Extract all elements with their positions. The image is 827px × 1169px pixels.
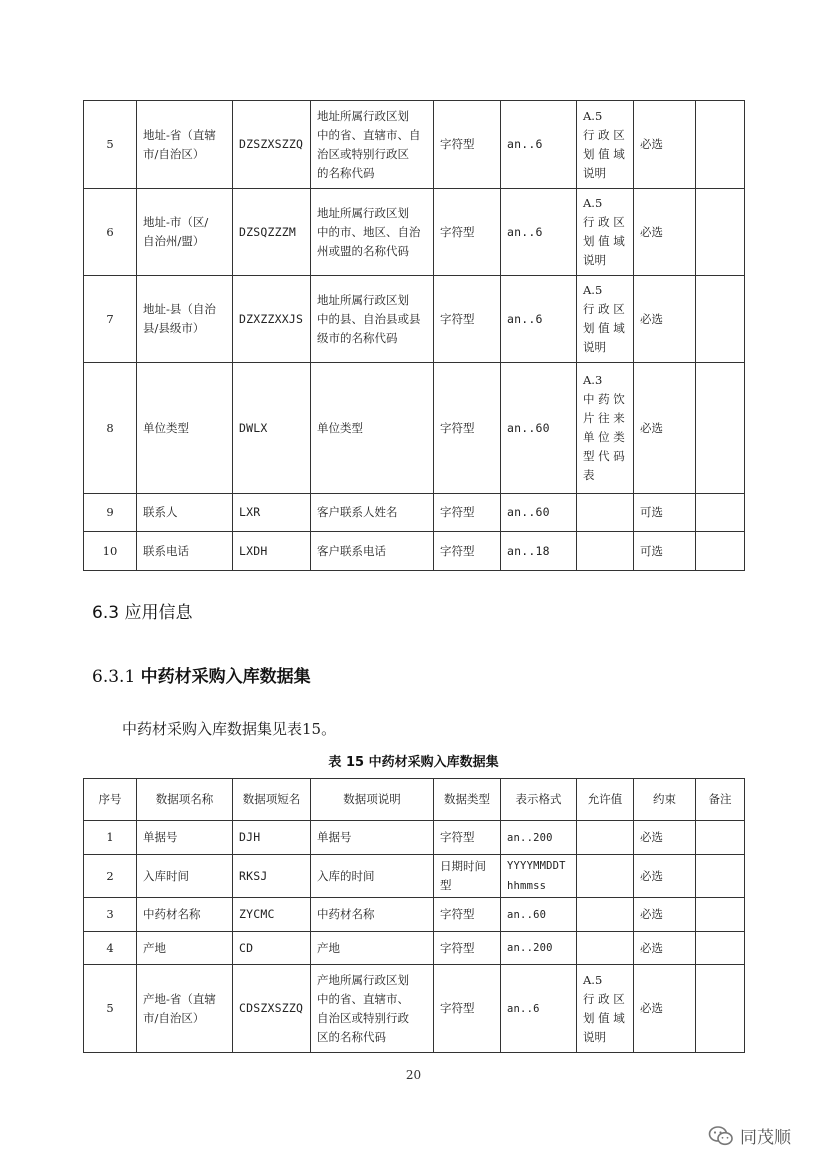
- cell-allowed-line: 行 政 区: [583, 215, 625, 229]
- cell-type: 字符型: [434, 494, 501, 532]
- cell-no: 5: [84, 965, 137, 1053]
- table-row: [84, 965, 745, 1053]
- cell-type: [434, 965, 501, 1053]
- cell-desc-line: 的名称代码: [317, 165, 375, 180]
- cell-name: [137, 494, 233, 532]
- table-continued-body: [84, 101, 745, 571]
- cell-constraint: 可选: [634, 532, 696, 571]
- cell-name-line: 县/县级市）: [143, 321, 205, 335]
- cell-desc: [311, 189, 434, 276]
- cell-short: DZSZXSZZQ: [233, 101, 311, 189]
- cell-format-line: an..6: [507, 1002, 540, 1015]
- cell-name: [137, 363, 233, 494]
- cell-constraint: 必选: [634, 101, 696, 189]
- cell-desc-line: 治区或特别行政区: [317, 146, 409, 161]
- header-cell: 数据项短名: [233, 779, 311, 821]
- cell-desc-line: 地址所属行政区划: [317, 292, 409, 307]
- cell-allowed-line: 中 药 饮: [583, 392, 625, 406]
- cell-desc-line: 中的市、地区、自治: [317, 224, 421, 239]
- header-cell: 数据项说明: [311, 779, 434, 821]
- watermark: [708, 1123, 791, 1148]
- cell-format: an..60: [501, 494, 577, 532]
- cell-format: [501, 965, 577, 1053]
- cell-no: 7: [84, 276, 137, 363]
- cell-type: [434, 932, 501, 965]
- cell-format: an..6: [501, 101, 577, 189]
- cell-constraint: 必选: [634, 898, 696, 932]
- cell-type-line: 日期时间: [440, 859, 486, 873]
- cell-allowed-line: A.5: [583, 972, 603, 987]
- cell-type: [434, 898, 501, 932]
- table-15: [83, 778, 745, 1053]
- header-cell: 数据类型: [434, 779, 501, 821]
- cell-no: 4: [84, 932, 137, 965]
- cell-allowed-line: 划 值 域: [583, 234, 625, 248]
- cell-allowed-line: 说明: [583, 253, 606, 267]
- cell-desc-line: 区的名称代码: [317, 1029, 386, 1044]
- cell-no: 10: [84, 532, 137, 571]
- cell-type-line: 字符型: [440, 907, 475, 921]
- table-row: [84, 363, 745, 494]
- cell-constraint: 必选: [634, 276, 696, 363]
- cell-constraint: 必选: [634, 855, 696, 898]
- cell-name-line: 地址-县（自治: [143, 302, 216, 316]
- cell-name-line: 市/自治区）: [143, 146, 205, 161]
- cell-constraint: 必选: [634, 363, 696, 494]
- cell-desc: [311, 101, 434, 189]
- cell-allowed: [577, 898, 634, 932]
- table-15-body: [84, 821, 745, 1053]
- cell-no: 8: [84, 363, 137, 494]
- cell-type: 字符型: [434, 532, 501, 571]
- cell-desc: [311, 965, 434, 1053]
- cell-short: CD: [233, 932, 311, 965]
- cell-format: an..6: [501, 276, 577, 363]
- cell-allowed-line: 行 政 区: [583, 991, 625, 1006]
- cell-note: [696, 276, 745, 363]
- cell-note: [696, 855, 745, 898]
- cell-short: DZSQZZZM: [233, 189, 311, 276]
- cell-name: [137, 855, 233, 898]
- cell-no: 3: [84, 898, 137, 932]
- cell-name: [137, 189, 233, 276]
- table-continued: [83, 100, 745, 571]
- header-cell: 表示格式: [501, 779, 577, 821]
- cell-desc: [311, 898, 434, 932]
- cell-short: DWLX: [233, 363, 311, 494]
- cell-format: [501, 898, 577, 932]
- cell-no: 2: [84, 855, 137, 898]
- cell-desc-line: 产地: [317, 940, 340, 955]
- cell-short: LXR: [233, 494, 311, 532]
- cell-constraint: 必选: [634, 189, 696, 276]
- table-row: [84, 494, 745, 532]
- cell-note: [696, 494, 745, 532]
- cell-allowed: [577, 532, 634, 571]
- cell-allowed-line: 表: [583, 468, 595, 482]
- cell-desc: [311, 821, 434, 855]
- cell-format: [501, 932, 577, 965]
- wechat-icon: [708, 1125, 734, 1147]
- cell-allowed-line: 说明: [583, 1029, 606, 1044]
- header-cell: 备注: [696, 779, 745, 821]
- cell-name: [137, 276, 233, 363]
- header-cell: 数据项名称: [137, 779, 233, 821]
- cell-desc-line: 州或盟的名称代码: [317, 243, 409, 258]
- cell-short: RKSJ: [233, 855, 311, 898]
- table-row: [84, 855, 745, 898]
- cell-name-line: 地址-省（直辖: [143, 127, 216, 142]
- cell-type: 字符型: [434, 101, 501, 189]
- cell-allowed-line: 划 值 域: [583, 146, 625, 161]
- cell-desc-line: 自治区或特别行政: [317, 1010, 409, 1025]
- cell-allowed-line: 说明: [583, 165, 606, 180]
- section-heading: 6.3 应用信息: [92, 603, 193, 623]
- cell-note: [696, 532, 745, 571]
- cell-name-line: 地址-市（区/: [143, 215, 209, 229]
- cell-name-line: 入库时间: [143, 868, 189, 883]
- cell-type-line: 字符型: [440, 1001, 475, 1015]
- cell-allowed: [577, 821, 634, 855]
- cell-allowed: [577, 855, 634, 898]
- cell-allowed-line: 行 政 区: [583, 302, 625, 316]
- cell-allowed: [577, 363, 634, 494]
- cell-constraint: 必选: [634, 932, 696, 965]
- table-row: [84, 276, 745, 363]
- cell-desc-line: 中的县、自治县或县: [317, 311, 421, 326]
- cell-name-line: 产地: [143, 940, 166, 955]
- cell-name-line: 中药材名称: [143, 907, 201, 921]
- subsection-title: 中药材采购入库数据集: [140, 667, 311, 687]
- cell-allowed: [577, 189, 634, 276]
- cell-format-line: an..200: [507, 831, 553, 844]
- table-row: [84, 898, 745, 932]
- cell-name-line: 自治州/盟）: [143, 234, 205, 248]
- cell-desc: [311, 532, 434, 571]
- cell-desc: [311, 494, 434, 532]
- cell-name: [137, 898, 233, 932]
- cell-type: [434, 821, 501, 855]
- cell-desc: [311, 932, 434, 965]
- table-row: [84, 532, 745, 571]
- cell-allowed-line: A.3: [583, 373, 603, 387]
- cell-format: [501, 821, 577, 855]
- cell-allowed: [577, 101, 634, 189]
- cell-note: [696, 363, 745, 494]
- cell-desc-line: 中的省、直辖市、: [317, 991, 409, 1006]
- cell-note: [696, 821, 745, 855]
- cell-allowed-line: 划 值 域: [583, 1010, 625, 1025]
- cell-short: LXDH: [233, 532, 311, 571]
- cell-format: an..18: [501, 532, 577, 571]
- cell-allowed-line: 型 代 码: [583, 449, 625, 463]
- cell-constraint: 必选: [634, 821, 696, 855]
- cell-allowed-line: A.5: [583, 283, 603, 297]
- cell-allowed-line: A.5: [583, 108, 603, 123]
- cell-no: 9: [84, 494, 137, 532]
- cell-allowed-line: 划 值 域: [583, 321, 625, 335]
- cell-allowed: [577, 965, 634, 1053]
- cell-desc-line: 客户联系人姓名: [317, 505, 398, 519]
- table-row: [84, 101, 745, 189]
- cell-name-line: 联系人: [143, 505, 178, 519]
- cell-name-line: 单位类型: [143, 420, 189, 435]
- table-caption: 表 15 中药材采购入库数据集: [328, 755, 499, 770]
- cell-format-line: an..60: [507, 908, 547, 921]
- cell-note: [696, 898, 745, 932]
- table-row: [84, 932, 745, 965]
- cell-format-line: an..200: [507, 942, 553, 954]
- cell-short: DZXZZXXJS: [233, 276, 311, 363]
- header-cell: 允许值: [577, 779, 634, 821]
- cell-short: ZYCMC: [233, 898, 311, 932]
- cell-short: DJH: [233, 821, 311, 855]
- watermark-text: 同茂顺: [740, 1128, 791, 1148]
- cell-allowed-line: 片 往 来: [583, 411, 625, 425]
- cell-allowed-line: A.5: [583, 196, 603, 210]
- cell-desc: [311, 276, 434, 363]
- cell-name-line: 单据号: [143, 830, 178, 844]
- cell-desc-line: 地址所属行政区划: [317, 108, 409, 123]
- cell-desc-line: 地址所属行政区划: [317, 205, 409, 220]
- cell-allowed: [577, 276, 634, 363]
- body-paragraph: 中药材采购入库数据集见表15。: [122, 720, 337, 738]
- cell-note: [696, 101, 745, 189]
- cell-format-line: YYYYMMDDT: [507, 860, 566, 872]
- cell-name: [137, 532, 233, 571]
- cell-type: 字符型: [434, 363, 501, 494]
- subsection-heading: [92, 662, 311, 687]
- cell-desc-line: 级市的名称代码: [317, 330, 398, 345]
- cell-constraint: 必选: [634, 965, 696, 1053]
- cell-desc-line: 中药材名称: [317, 907, 375, 921]
- cell-no: 5: [84, 101, 137, 189]
- cell-name-line: 市/自治区）: [143, 1010, 205, 1025]
- cell-desc: [311, 855, 434, 898]
- cell-note: [696, 965, 745, 1053]
- cell-allowed: [577, 932, 634, 965]
- cell-name: [137, 965, 233, 1053]
- table-header-row: [84, 779, 745, 821]
- cell-constraint: 可选: [634, 494, 696, 532]
- cell-name: [137, 821, 233, 855]
- cell-name: [137, 101, 233, 189]
- cell-type: 字符型: [434, 276, 501, 363]
- cell-name: [137, 932, 233, 965]
- cell-allowed-line: 说明: [583, 340, 606, 354]
- cell-format: an..6: [501, 189, 577, 276]
- cell-type-line: 型: [440, 878, 452, 892]
- subsection-number: 6.3.1: [92, 667, 136, 687]
- cell-no: 6: [84, 189, 137, 276]
- cell-desc: [311, 363, 434, 494]
- cell-allowed-line: 单 位 类: [583, 430, 625, 444]
- cell-format: [501, 855, 577, 898]
- cell-note: [696, 932, 745, 965]
- cell-allowed: [577, 494, 634, 532]
- header-cell: 序号: [84, 779, 137, 821]
- cell-desc-line: 入库的时间: [317, 868, 375, 883]
- cell-desc-line: 中的省、直辖市、自: [317, 127, 421, 142]
- cell-note: [696, 189, 745, 276]
- cell-desc-line: 单位类型: [317, 420, 363, 435]
- cell-type: 字符型: [434, 189, 501, 276]
- cell-type-line: 字符型: [440, 940, 475, 955]
- cell-format-line: hhmmss: [507, 880, 547, 892]
- table-row: [84, 189, 745, 276]
- cell-type: [434, 855, 501, 898]
- cell-desc-line: 产地所属行政区划: [317, 972, 409, 987]
- cell-desc-line: 客户联系电话: [317, 543, 386, 558]
- cell-format: an..60: [501, 363, 577, 494]
- cell-no: 1: [84, 821, 137, 855]
- table-row: [84, 821, 745, 855]
- cell-name-line: 联系电话: [143, 543, 189, 558]
- cell-type-line: 字符型: [440, 830, 475, 844]
- header-cell: 约束: [634, 779, 696, 821]
- cell-desc-line: 单据号: [317, 830, 352, 844]
- page-number: 20: [405, 1068, 422, 1082]
- cell-allowed-line: 行 政 区: [583, 127, 625, 142]
- cell-name-line: 产地-省（直辖: [143, 991, 216, 1006]
- cell-short: CDSZXSZZQ: [233, 965, 311, 1053]
